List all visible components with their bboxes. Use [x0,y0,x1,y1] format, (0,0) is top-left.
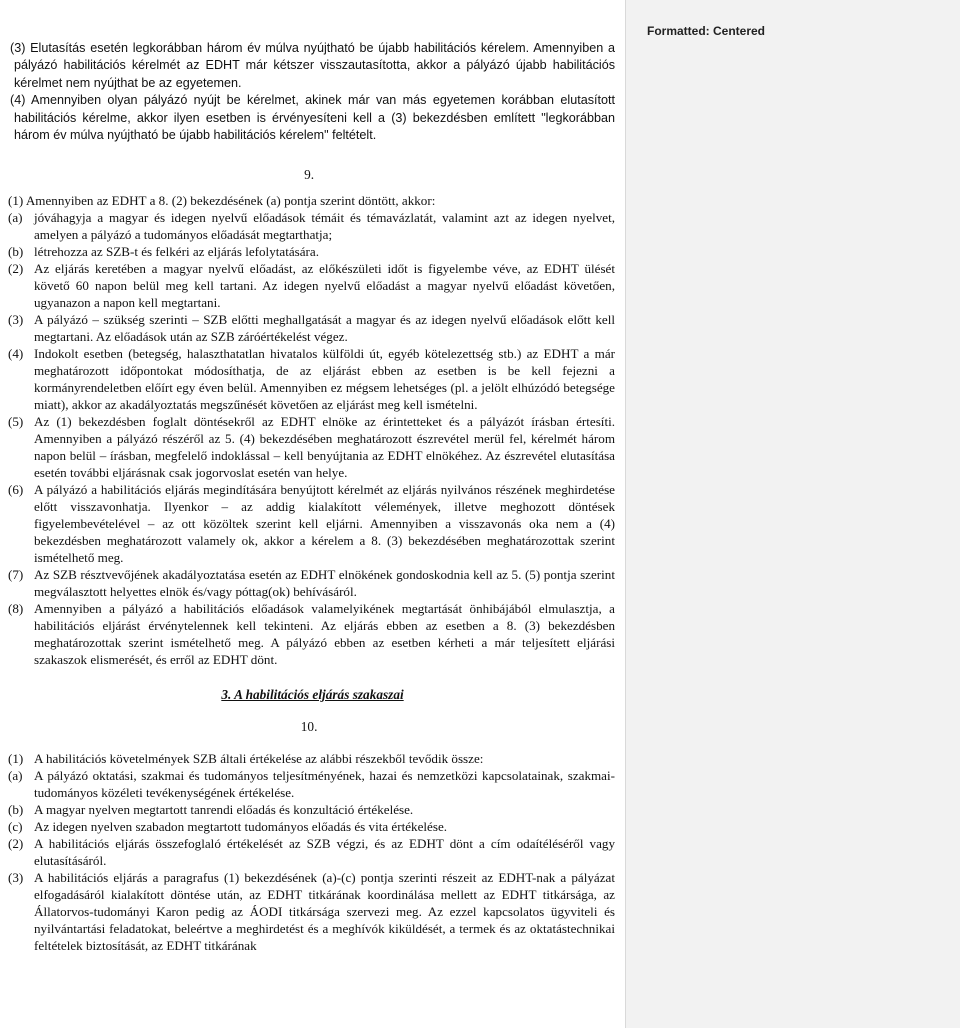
list-item-text: A habilitációs eljárás összefoglaló értékelését az SZB végzi, és az EDHT dönt a cím odaítéléséről vagy elutasításáról. [34,836,615,869]
list-item-text: Amennyiben a pályázó a habilitációs előadások valamelyikének megtartását önhibájából elmulasztja, a habilitációs eljárást érvénytelennek kell tekinteni. Az eljárás ebben az esetben a 8. (3) bekezdésben meghatározottak szerint ismételhető meg. A pályázó ebben az esetben kérheti a már teljesített eljárási szakaszok elismerését, és erről az EDHT dönt. [34,601,615,668]
list-item-number: (3) [8,312,24,328]
list-item-text: Az SZB résztvevőjének akadályoztatása esetén az EDHT elnökének gondoskodnia kell az 5. (5) pontja szerint megválasztott helyettes elnök és/vagy póttag(ok) behívásáról. [34,567,615,600]
section-10-heading [0,718,625,736]
list-item-number: (4) [8,346,24,362]
list-item-text: létrehozza az SZB-t és felkéri az eljárás lefolytatására. [34,244,319,260]
list-item [0,209,625,243]
list-item-number: (2) [8,261,24,277]
section-title-text: 3. A habilitációs eljárás szakaszai [221,687,404,703]
list-item [0,260,625,311]
list-item-number: (a) [8,768,23,784]
list-item-number: (b) [8,244,24,260]
list-item [0,835,625,869]
document-body [0,40,625,954]
section-sign-icon [321,721,325,734]
list-item [0,413,625,481]
list-item-text: A pályázó – szükség szerinti – SZB előtti meghallgatását a magyar és az idegen nyelvű előadások előtt kell megtartani. Az előadások után az SZB záróértékelést végez. [34,312,615,345]
list-item-text: A habilitációs eljárás a paragrafus (1) bekezdésének (a)-(c) pontja szerinti részeit az EDHT-nak a pályázat elfogadásáról kialakított döntése után, az EDHT titkárának koordinálása mellett az EDHT titkársága, az Állatorvos-tudományi Karon pedig az ÁODI titkársága szervezi meg. Az ezzel kapcsolatos ügyviteli és nyilvántartási feladatokat, beleértve a meghirdetést és a meghívók kiküldését, a termek és az oktatástechnikai feltételek biztosítását, az EDHT titkárának [34,870,615,954]
list-item-text: A habilitációs követelmények SZB általi értékelése az alábbi részekből tevődik össze: [34,751,484,767]
list-item-text: A magyar nyelven megtartott tanrendi előadás és konzultáció értékelése. [34,802,414,818]
list-item [0,481,625,566]
list-item-number: (3) [8,870,24,886]
list-item-number: (8) [8,601,24,617]
list-item-text: A pályázó oktatási, szakmai és tudományos teljesítményének, hazai és nemzetközi kapcsolatainak, szakmai-tudományos közéleti tevékenységének értékelése. [34,768,615,801]
list-item-number: (1) [8,751,24,767]
list-item [0,801,625,818]
section-10-number: 10. [300,719,318,735]
list-item [0,600,625,668]
section-10-list [0,750,625,954]
list-item [0,345,625,413]
section-title [0,686,625,703]
margin-divider [625,0,626,1028]
list-item-number: (a) [8,210,23,226]
section-9-list [0,209,625,668]
list-item-number: (b) [8,802,24,818]
list-item-number: (7) [8,567,24,583]
list-item-number: (c) [8,819,23,835]
list-item-text: Az (1) bekezdésben foglalt döntésekről az EDHT elnöke az érintetteket és a pályázót írásban értesíti. Amennyiben a pályázó részéről az 5. (4) bekezdésében meghatározott észrevétel merül fel, kérelmét három napon belül – írásban, megfelelő indoklással – kell benyújtania az EDHT elnökéhez. Az észrevétel elutasítása esetén további eljárásnak csak jogorvoslat esetén van helye. [34,414,615,481]
list-item-number: (6) [8,482,24,498]
comment-margin-pane [625,0,960,1028]
list-item-number: (5) [8,414,24,430]
list-item [0,566,625,600]
section-9-number: 9. [304,167,315,183]
formatting-comment[interactable]: Formatted: Centered [647,24,766,38]
section-9-intro: (1) Amennyiben az EDHT a 8. (2) bekezdésének (a) pontja szerint döntött, akkor: [8,193,436,209]
list-item [0,311,625,345]
list-item-text: jóváhagyja a magyar és idegen nyelvű előadások témáit és témavázlatát, valamint azt az idegen nyelvet, amelyen a pályázó a tudományos előadását megtarthatja; [34,210,615,243]
list-item-text: A pályázó a habilitációs eljárás megindítására benyújtott kérelmét az eljárás nyilvános részének meghirdetése előtt visszavonhatja. Ilyenkor – az addig kialakított vélemények, illetve meghozott döntések figyelembevételével – az ott közöltek szerint kell eljárni. Amennyiben a visszavonás oka nem a (4) bekezdésben meghatározott valamely ok, akkor a kérelem a 8. (3) bekezdésében meghatározottak szerint ismételhető meg. [34,482,615,566]
list-item [0,818,625,835]
list-item-text: Indokolt esetben (betegség, halaszthatatlan hivatalos külföldi út, egyéb kötelezettség stb.) az EDHT a már meghatározott időpontokat módosíthatja, de az eljárást ebben az esetben is be kell fejezni a kormányrendeletben előírt egy éven belül. Amennyiben ez mégsem lehetséges (pl. a jelölt elhúzódó betegsége miatt), akkor az akadályoztatás megszűnését követően az eljárást meg kell ismételni. [34,346,615,413]
list-item [0,767,625,801]
paragraph-elutasitas-3: (3) Elutasítás esetén legkorábban három év múlva nyújtható be újabb habilitációs kérelem. Amennyiben a pályázó habilitációs kérelmét az EDHT már kétszer visszautasította, akkor a pályázó újabb habilitációs kérelmet nem nyújthat be az egyetemen. [10,41,615,90]
list-item-text: Az idegen nyelven szabadon megtartott tudományos előadás és vita értékelése. [34,819,448,835]
section-sign-icon [317,169,321,182]
list-item-number: (2) [8,836,24,852]
list-item [0,243,625,260]
section-9-heading [0,166,625,184]
list-item [0,869,625,954]
list-item-text: Az eljárás keretében a magyar nyelvű előadást, az előkészületi időt is figyelembe véve, az EDHT ülését követő 60 napon belül meg kell tartani. Az idegen nyelvű előadást a magyar nyelvű előadást követően, ugyanazon a napon kell megtartani. [34,261,615,311]
list-item [0,750,625,767]
paragraph-elutasitas-4: (4) Amennyiben olyan pályázó nyújt be kérelmet, akinek már van más egyetemen korábban elutasított habilitációs kérelme, akkor ilyen esetben is érvényesíteni kell a (3) bekezdésben említett "legkorábban három év múlva nyújtható be újabb habilitációs kérelem" feltételt. [10,93,615,143]
